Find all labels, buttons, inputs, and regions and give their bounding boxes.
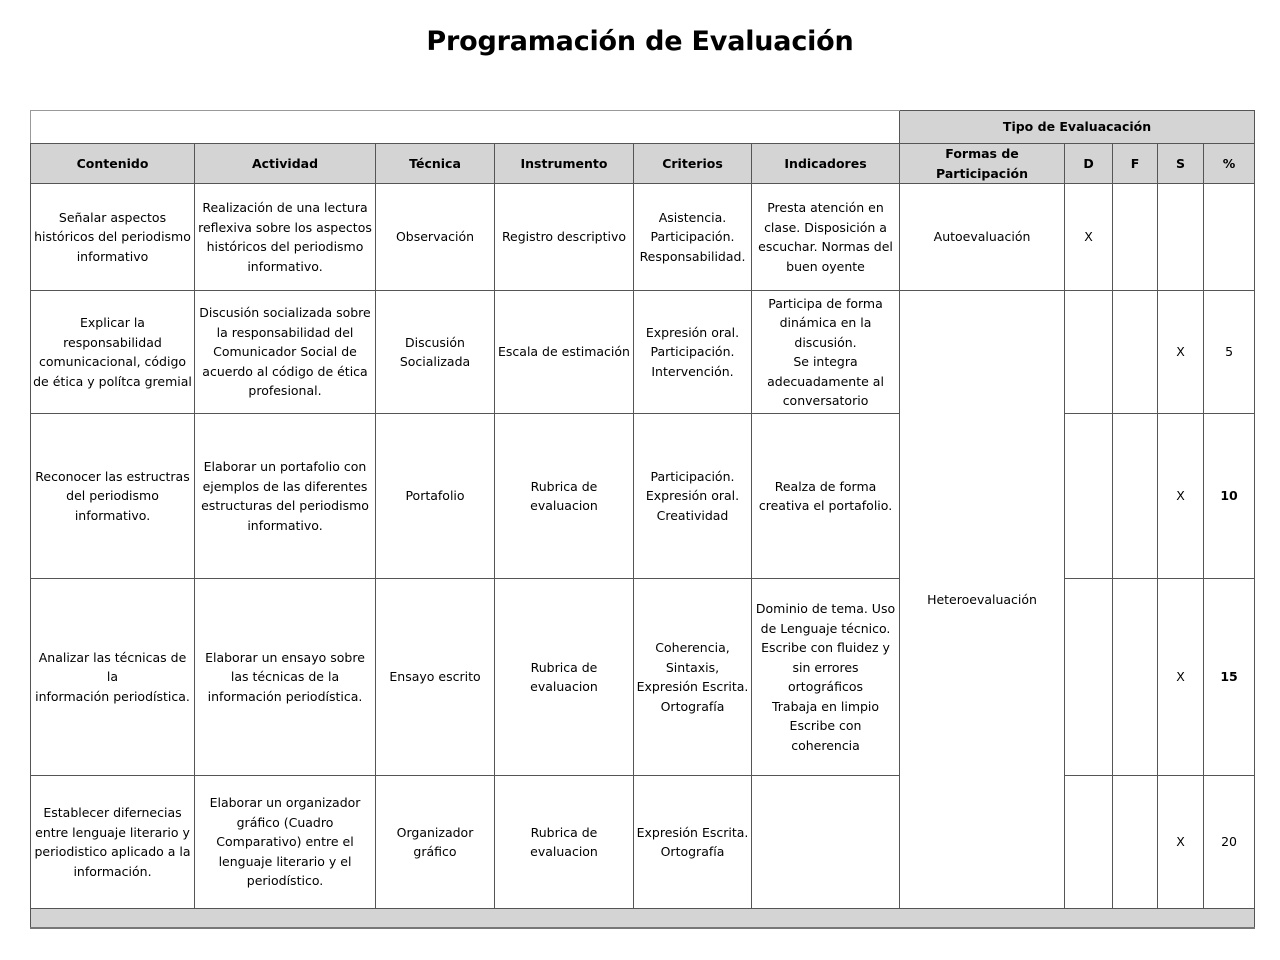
cell-f	[1113, 184, 1158, 291]
cell-f	[1113, 414, 1158, 579]
header-pct: %	[1204, 144, 1255, 184]
table-row	[31, 291, 1255, 414]
header-tecnica: Técnica	[376, 144, 495, 184]
cell-pct: 15	[1204, 579, 1255, 776]
page-title: Programación de Evaluación	[426, 26, 854, 57]
cell-indicadores: Participa de forma dinámica en la discusión. Se integra adecuadamente al conversatorio	[752, 291, 900, 414]
header-actividad: Actividad	[195, 144, 376, 184]
cell-tecnica: Ensayo escrito	[376, 579, 495, 776]
cell-indicadores: Realza de forma creativa el portafolio.	[752, 414, 900, 579]
table-row	[31, 184, 1255, 291]
tipo-evaluacion-header: Tipo de Evaluacación	[900, 111, 1255, 144]
cell-actividad: Elaborar un organizador gráfico (Cuadro Comparativo) entre el lenguaje literario y el periodístico.	[195, 776, 376, 909]
cell-pct: 20	[1204, 776, 1255, 909]
cell-formas-heteroevaluacion	[900, 291, 1065, 909]
cell-contenido: Señalar aspectos históricos del periodismo informativo	[31, 184, 195, 291]
cell-contenido: Analizar las técnicas de la información periodística.	[31, 579, 195, 776]
cell-contenido: Establecer difernecias entre lenguaje literario y periodistico aplicado a la información.	[31, 776, 195, 909]
cell-tecnica: Observación	[376, 184, 495, 291]
footer-row	[31, 909, 1255, 928]
cell-contenido: Explicar la responsabilidad comunicacional, código de ética y polítca gremial	[31, 291, 195, 414]
cell-contenido: Reconocer las estructras del periodismo informativo.	[31, 414, 195, 579]
cell-formas-autoevaluacion: Autoevaluación	[900, 184, 1065, 291]
cell-tecnica: Organizador gráfico	[376, 776, 495, 909]
cell-pct	[1204, 184, 1255, 291]
cell-instrumento: Rubrica de evaluacion	[495, 579, 634, 776]
cell-d	[1065, 776, 1113, 909]
header-indicadores: Indicadores	[752, 144, 900, 184]
cell-s: X	[1158, 291, 1204, 414]
column-header-row	[31, 144, 1255, 184]
header-s: S	[1158, 144, 1204, 184]
cell-indicadores	[752, 776, 900, 909]
cell-indicadores: Dominio de tema. Uso de Lenguaje técnico. Escribe con fluidez y sin errores ortográficos Trabaja en limpio Escribe con coherencia	[752, 579, 900, 776]
header-formas: Formas de Participación	[900, 144, 1065, 184]
header-blank-cell	[31, 111, 900, 144]
cell-indicadores: Presta atención en clase. Disposición a escuchar. Normas del buen oyente	[752, 184, 900, 291]
cell-criterios: Participación. Expresión oral. Creatividad	[634, 414, 752, 579]
cell-d	[1065, 579, 1113, 776]
header-f: F	[1113, 144, 1158, 184]
table-row	[31, 776, 1255, 909]
header-instrumento: Instrumento	[495, 144, 634, 184]
cell-pct: 5	[1204, 291, 1255, 414]
cell-pct: 10	[1204, 414, 1255, 579]
table-row	[31, 579, 1255, 776]
cell-actividad: Realización de una lectura reflexiva sobre los aspectos históricos del periodismo informativo.	[195, 184, 376, 291]
table-row	[31, 414, 1255, 579]
cell-f	[1113, 291, 1158, 414]
evaluation-table	[30, 110, 1255, 929]
cell-d: X	[1065, 184, 1113, 291]
header-criterios: Criterios	[634, 144, 752, 184]
cell-actividad: Elaborar un ensayo sobre las técnicas de la información periodística.	[195, 579, 376, 776]
cell-tecnica: Portafolio	[376, 414, 495, 579]
cell-criterios: Asistencia. Participación. Responsabilidad.	[634, 184, 752, 291]
cell-d	[1065, 291, 1113, 414]
cell-d	[1065, 414, 1113, 579]
footer-band	[31, 909, 1255, 928]
cell-s: X	[1158, 579, 1204, 776]
cell-actividad: Elaborar un portafolio con ejemplos de las diferentes estructuras del periodismo informativo.	[195, 414, 376, 579]
cell-s: X	[1158, 776, 1204, 909]
cell-criterios: Expresión Escrita. Ortografía	[634, 776, 752, 909]
header-d: D	[1065, 144, 1113, 184]
heteroevaluacion-label: Heteroevaluación	[927, 591, 1037, 607]
cell-f	[1113, 776, 1158, 909]
cell-s	[1158, 184, 1204, 291]
cell-s: X	[1158, 414, 1204, 579]
cell-criterios: Expresión oral. Participación. Intervención.	[634, 291, 752, 414]
cell-f	[1113, 579, 1158, 776]
cell-instrumento: Rubrica de evaluacion	[495, 414, 634, 579]
cell-criterios: Coherencia, Sintaxis, Expresión Escrita. Ortografía	[634, 579, 752, 776]
cell-actividad: Discusión socializada sobre la responsabilidad del Comunicador Social de acuerdo al código de ética profesional.	[195, 291, 376, 414]
cell-instrumento: Escala de estimación	[495, 291, 634, 414]
cell-tecnica: Discusión Socializada	[376, 291, 495, 414]
cell-instrumento: Rubrica de evaluacion	[495, 776, 634, 909]
cell-instrumento: Registro descriptivo	[495, 184, 634, 291]
super-header-row	[31, 111, 1255, 144]
header-contenido: Contenido	[31, 144, 195, 184]
